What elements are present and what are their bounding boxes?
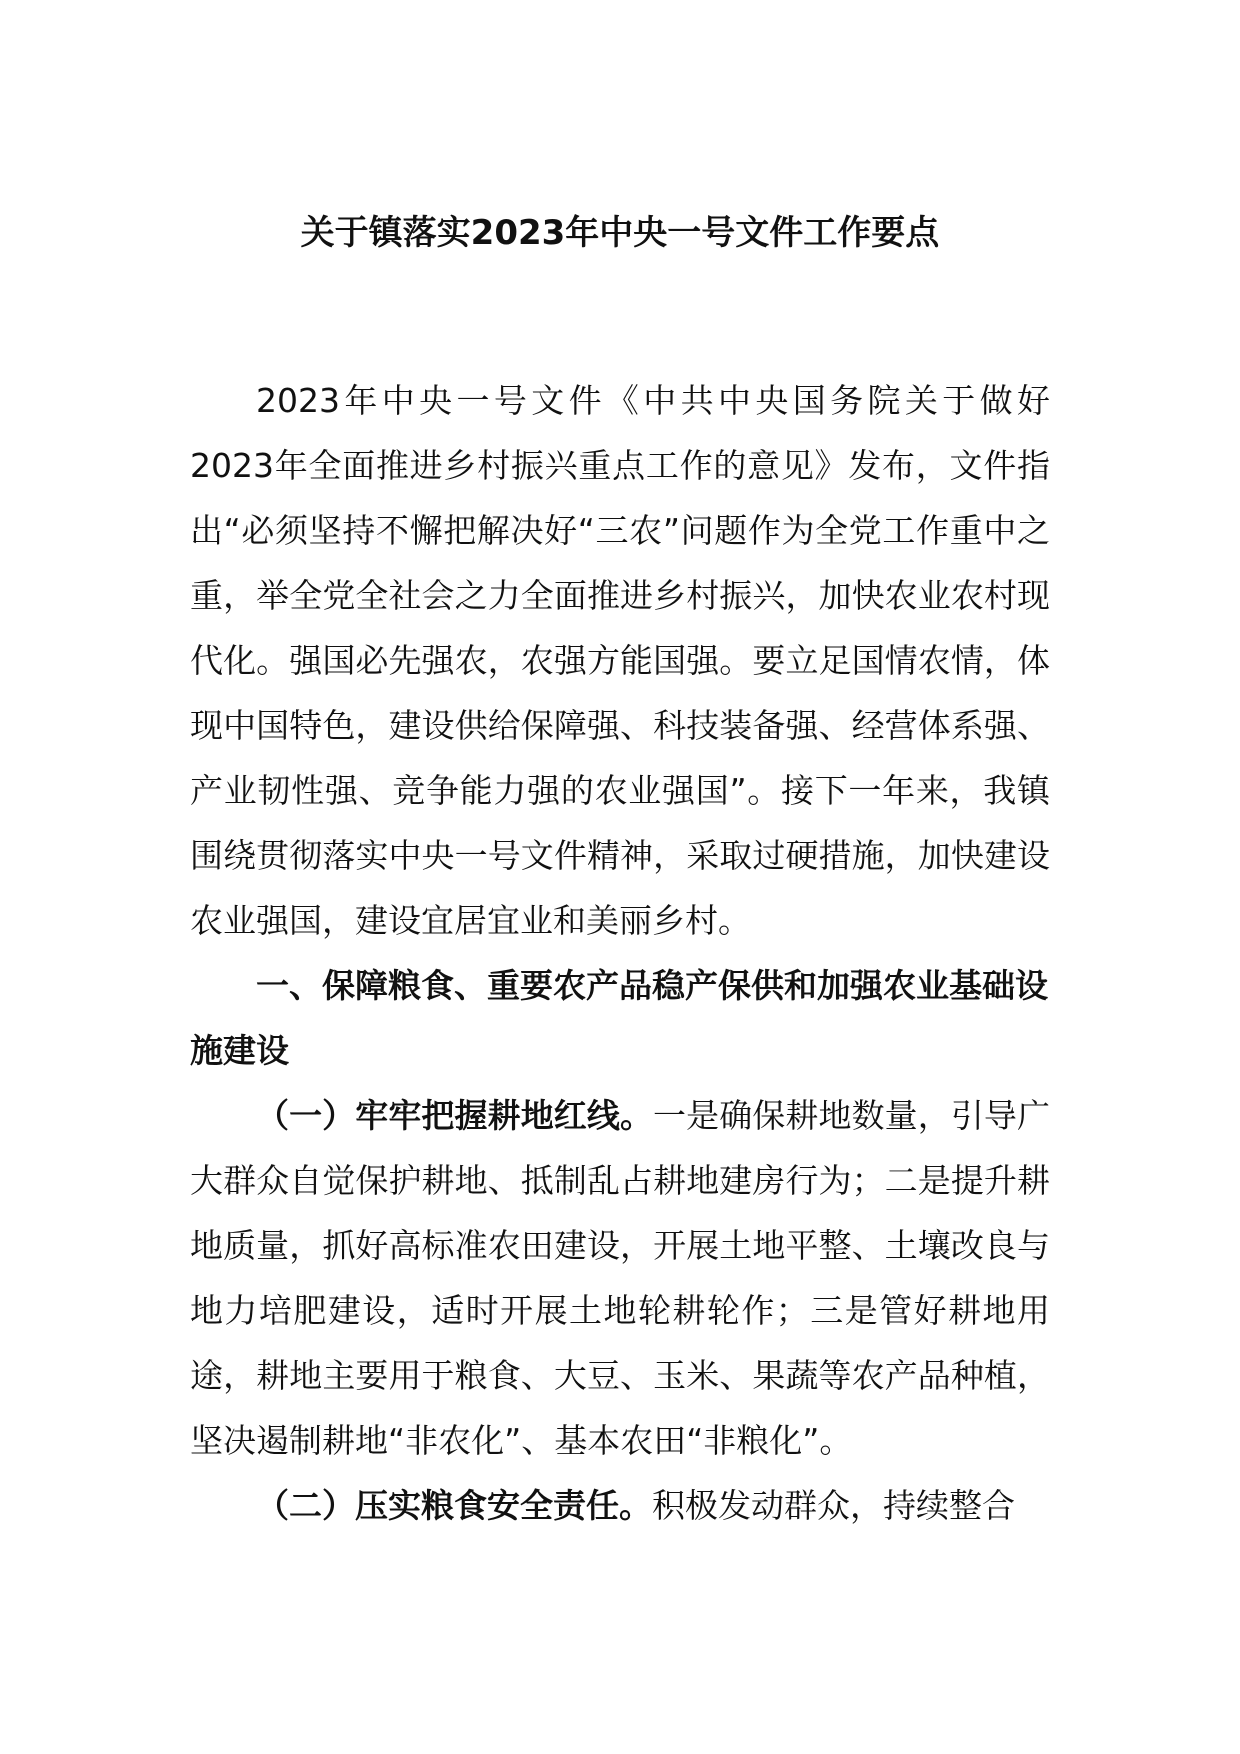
intro-paragraph: 2023年中央一号文件《中共中央国务院关于做好2023年全面推进乡村振兴重点工作的意见》发布，文件指出“必须坚持不懈把解决好“三农”问题作为全党工作重中之重，举全党全社会之力全面推进乡村振兴，加快农业农村现代化。强国必先强农，农强方能国强。要立足国情农情，体现中国特色，建设供给保障强、科技装备强、经营体系强、产业韧性强、竞争能力强的农业强国”。接下一年来，我镇围绕贯彻落实中央一号文件精神，采取过硬措施，加快建设农业强国，建设宜居宜业和美丽乡村。 [190, 381, 1050, 940]
section-heading-1: 一、保障粮食、重要农产品稳产保供和加强农业基础设施建设 [190, 966, 1048, 1070]
item-text-1: 一是确保耕地数量，引导广大群众自觉保护耕地、抵制乱占耕地建房行为；二是提升耕地质量，抓好高标准农田建设，开展土地平整、土壤改良与地力培肥建设，适时开展土地轮耕轮作；三是管好耕地用途，耕地主要用于粮食、大豆、玉米、果蔬等农产品种植，坚决遏制耕地“非农化”、基本农田“非粮化”。 [190, 1096, 1051, 1460]
item-title-2: （二）压实粮食安全责任。 [256, 1486, 652, 1525]
document-title: 关于镇落实2023年中央一号文件工作要点 [300, 213, 940, 253]
document-body [190, 368, 1050, 1538]
item-title-1: （一）牢牢把握耕地红线。 [256, 1096, 654, 1135]
item-paragraph-1 [190, 1083, 1050, 1473]
item-text-2: 积极发动群众，持续整合 [652, 1486, 1015, 1525]
item-paragraph-2 [190, 1473, 1050, 1538]
